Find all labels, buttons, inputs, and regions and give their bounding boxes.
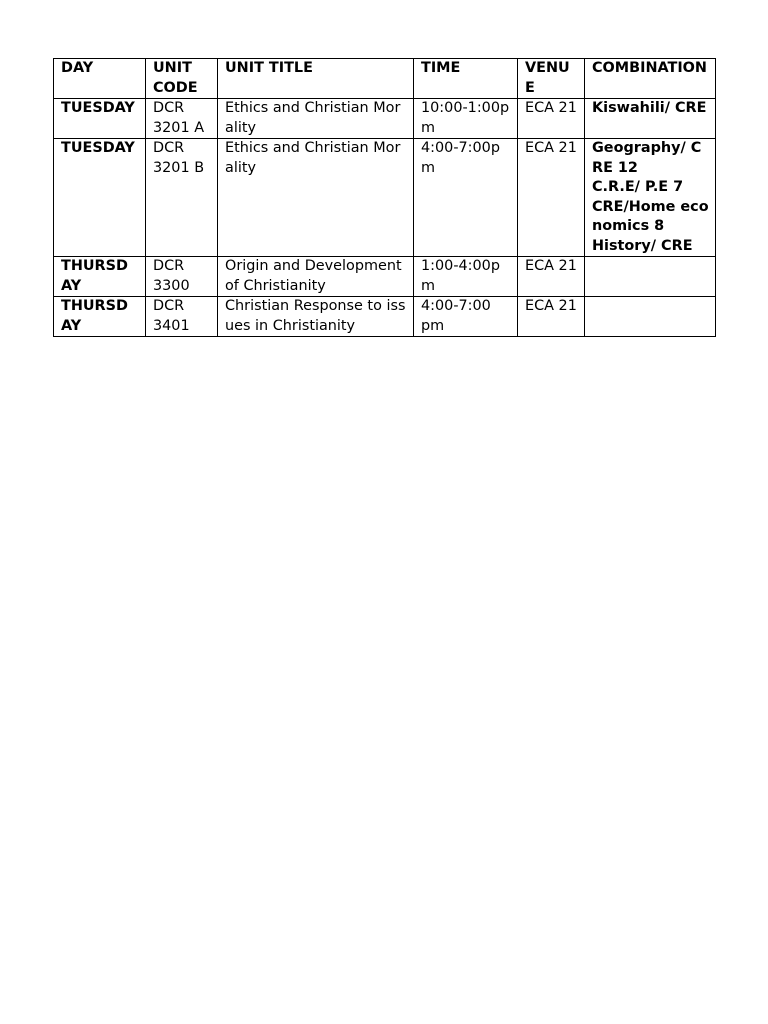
exam-timetable — [53, 58, 716, 337]
header-row — [54, 59, 716, 99]
table-row — [54, 257, 716, 297]
cell-combination — [585, 139, 716, 257]
combination-line: CRE/Home economics 8 — [592, 198, 709, 234]
header-time: TIME — [414, 59, 518, 99]
combination-line: C.R.E/ P.E 7 — [592, 179, 684, 195]
table-row — [54, 297, 716, 337]
cell-unit-title: Ethics and Christian Morality — [218, 99, 414, 139]
cell-unit-code: DCR 3201 A — [146, 99, 218, 139]
cell-unit-title: Christian Response to issues in Christianity — [218, 297, 414, 337]
cell-venue: ECA 21 — [518, 257, 585, 297]
cell-time: 4:00-7:00 pm — [414, 297, 518, 337]
combination-line: Geography/ CRE 12 — [592, 140, 702, 176]
cell-combination — [585, 99, 716, 139]
cell-unit-code: DCR 3300 — [146, 257, 218, 297]
cell-time: 4:00-7:00pm — [414, 139, 518, 257]
cell-venue: ECA 21 — [518, 139, 585, 257]
cell-unit-code: DCR 3401 — [146, 297, 218, 337]
header-combination: COMBINATION — [585, 59, 716, 99]
table-row — [54, 99, 716, 139]
cell-unit-title: Ethics and Christian Morality — [218, 139, 414, 257]
cell-day: THURSDAY — [54, 257, 146, 297]
cell-combination — [585, 297, 716, 337]
table-row — [54, 139, 716, 257]
header-unit-title: UNIT TITLE — [218, 59, 414, 99]
header-venue: VENUE — [518, 59, 585, 99]
cell-time: 10:00-1:00pm — [414, 99, 518, 139]
header-unit-code: UNIT CODE — [146, 59, 218, 99]
cell-day: TUESDAY — [54, 99, 146, 139]
cell-day: THURSDAY — [54, 297, 146, 337]
cell-unit-title: Origin and Development of Christianity — [218, 257, 414, 297]
combination-line: Kiswahili/ CRE — [592, 100, 707, 116]
combination-line: History/ CRE — [592, 237, 693, 254]
cell-time: 1:00-4:00pm — [414, 257, 518, 297]
cell-combination — [585, 257, 716, 297]
cell-unit-code: DCR 3201 B — [146, 139, 218, 257]
cell-day: TUESDAY — [54, 139, 146, 257]
cell-venue: ECA 21 — [518, 297, 585, 337]
header-day: DAY — [54, 59, 146, 99]
cell-venue: ECA 21 — [518, 99, 585, 139]
